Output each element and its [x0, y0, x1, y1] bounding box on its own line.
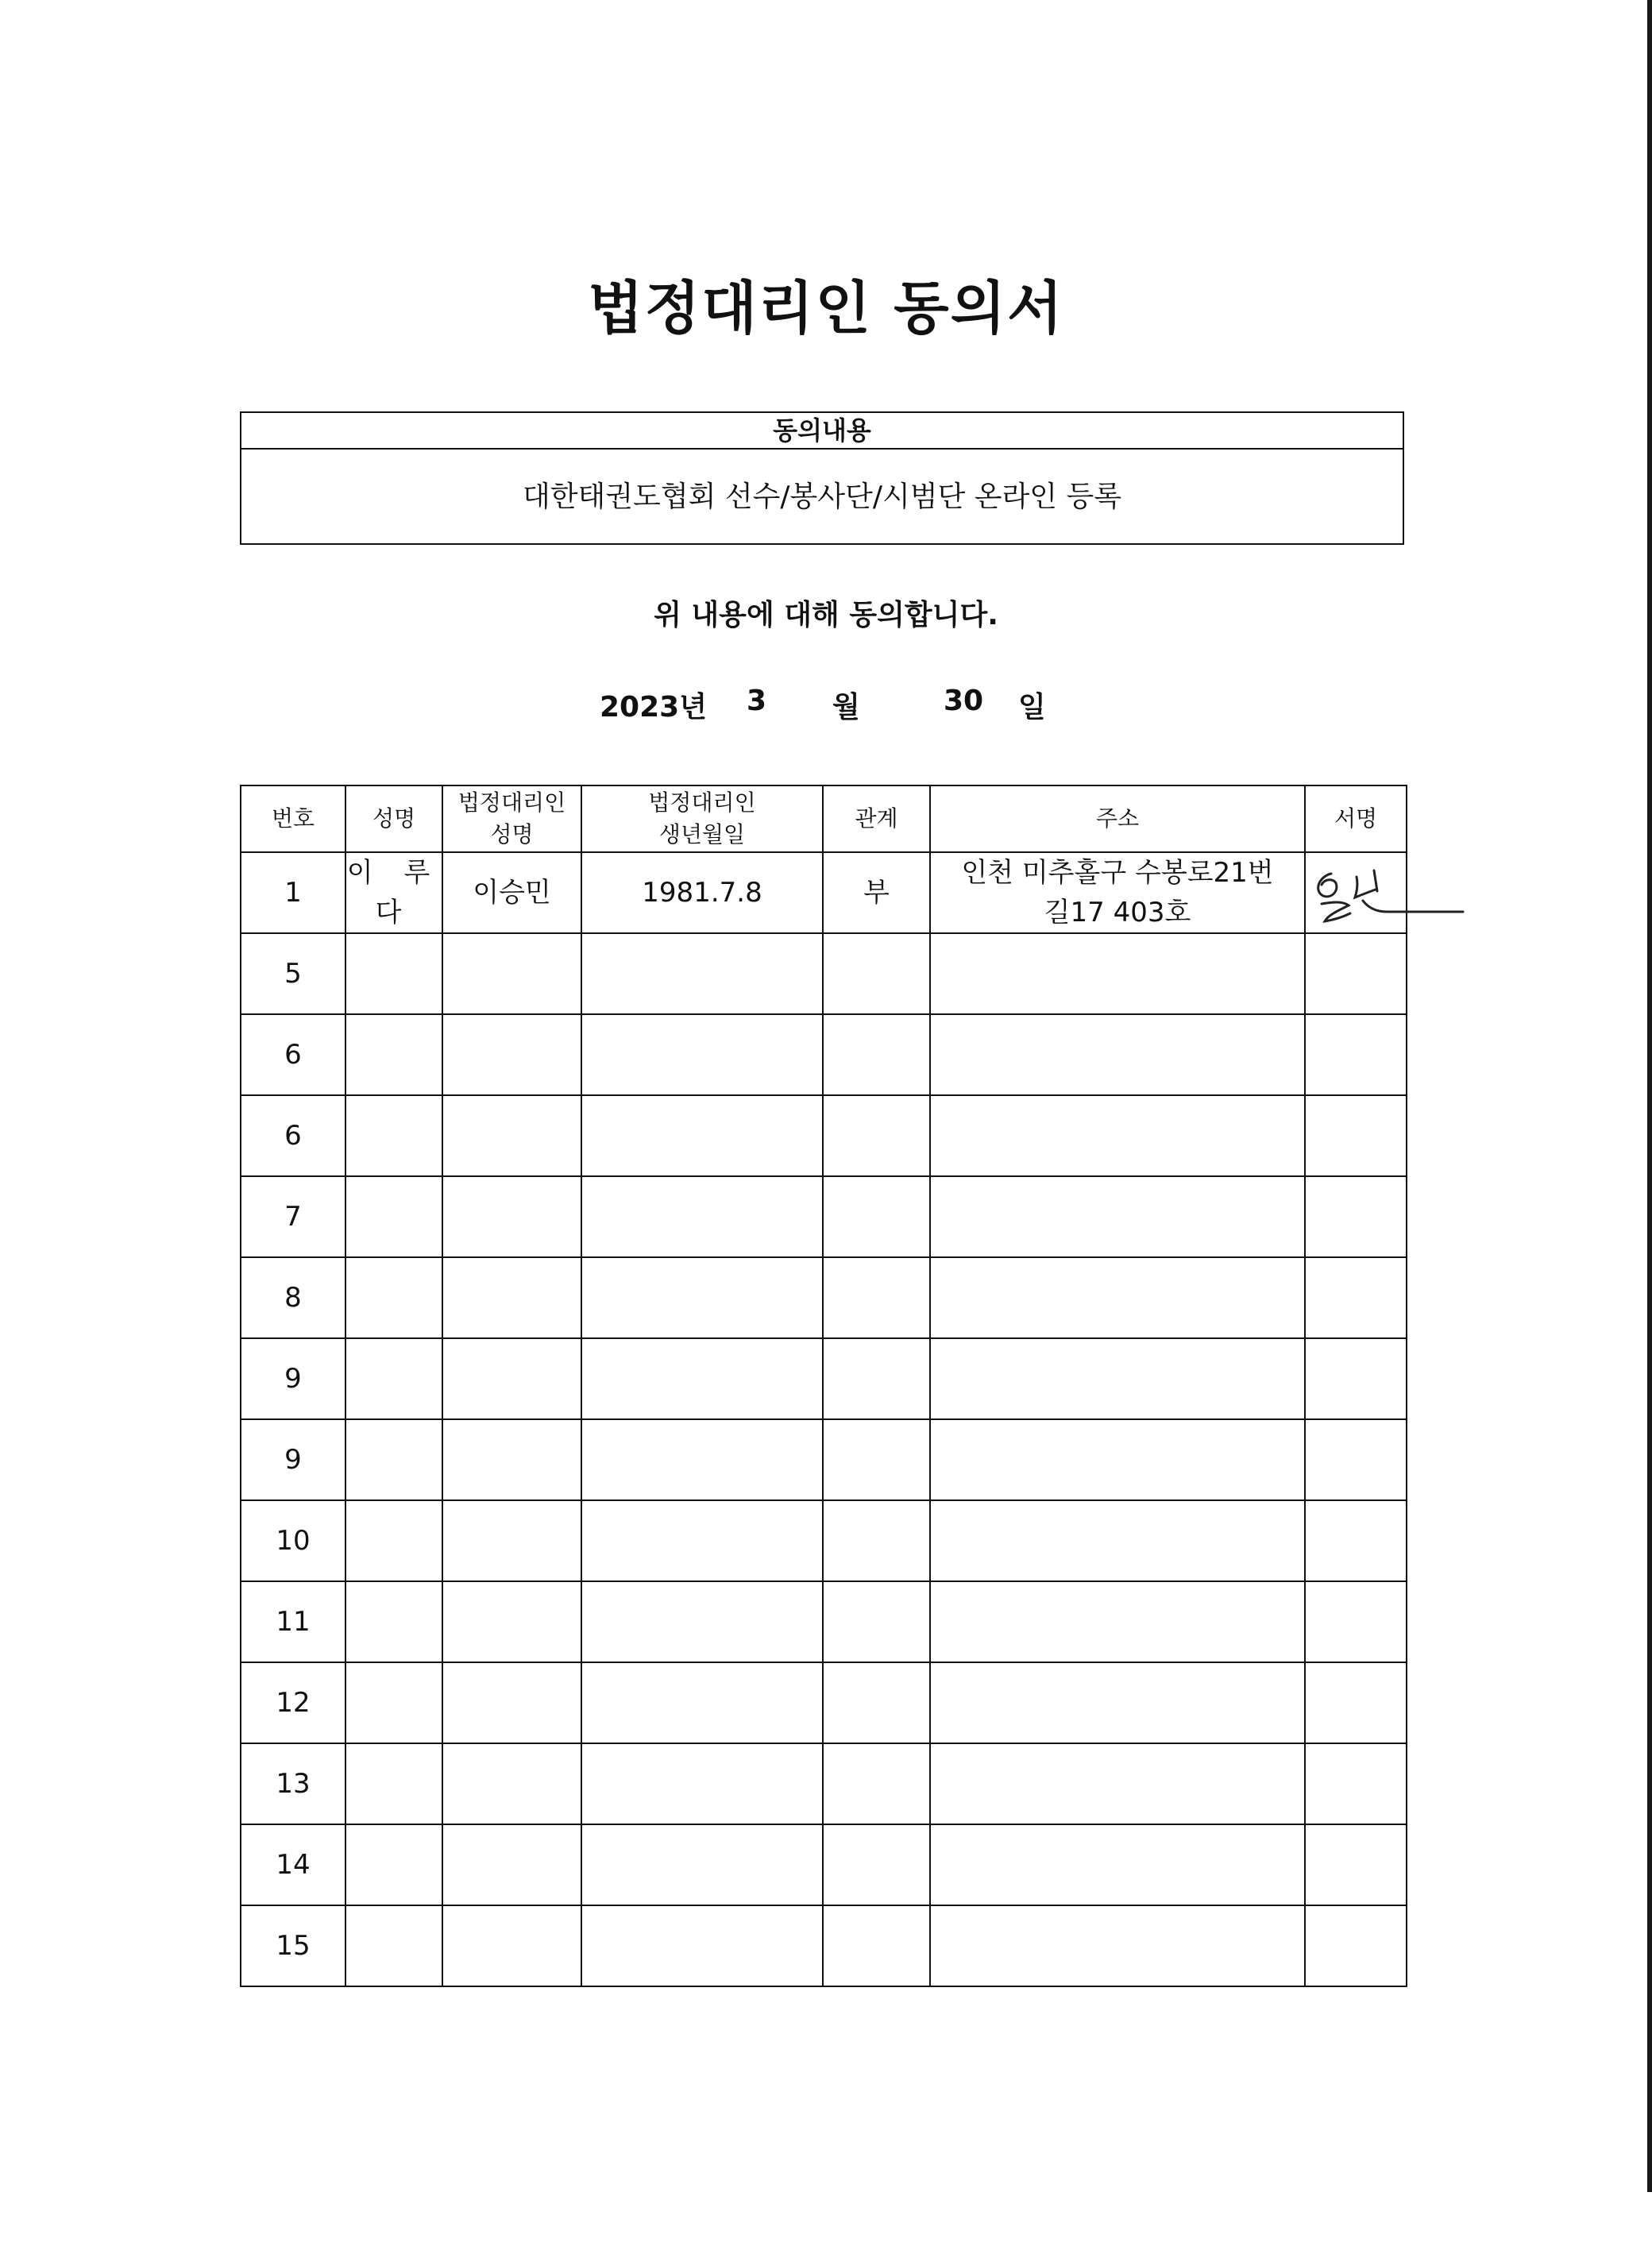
cell-guardian-birth: 1981.7.8 [581, 852, 823, 933]
table-row [241, 1662, 1407, 1743]
page-title: 법정대리인 동의서 [588, 275, 1064, 342]
header-guardian-name: 법정대리인 성명 [442, 785, 581, 852]
header-no: 번호 [241, 785, 345, 852]
date-month: 3 [747, 685, 767, 717]
header-relation: 관계 [823, 785, 930, 852]
cell-no: 1 [241, 852, 345, 933]
cell-no: 15 [241, 1905, 345, 1986]
cell-address: 인천 미추홀구 수봉로21번 길17 403호 [930, 852, 1305, 933]
cell-no: 9 [241, 1338, 345, 1419]
table-row [241, 1500, 1407, 1581]
cell-no: 14 [241, 1824, 345, 1905]
table-row [241, 1824, 1407, 1905]
cell-no: 6 [241, 1014, 345, 1095]
date-day-label: 일 [1018, 691, 1046, 724]
header-guardian-birth: 법정대리인 생년월일 [581, 785, 823, 852]
table-row [241, 1905, 1407, 1986]
table-row [241, 1176, 1407, 1257]
cell-no: 9 [241, 1419, 345, 1500]
cell-no: 11 [241, 1581, 345, 1662]
table-row [241, 1581, 1407, 1662]
cell-no: 13 [241, 1743, 345, 1824]
table-row [241, 852, 1407, 933]
table-row [241, 1419, 1407, 1500]
consent-content: 대한태권도협회 선수/봉사단/시범단 온라인 등록 [522, 481, 1122, 513]
table-row [241, 1257, 1407, 1338]
agreement-statement: 위 내용에 대해 동의합니다. [654, 599, 998, 631]
header-signature: 서명 [1305, 785, 1407, 852]
cell-name: 이 루 다 [345, 852, 442, 933]
date-month-label: 월 [832, 691, 860, 724]
cell-relation: 부 [823, 852, 930, 933]
guardian-table [240, 785, 1407, 1987]
consent-box [240, 411, 1404, 545]
cell-no: 6 [241, 1095, 345, 1176]
cell-signature [1305, 852, 1407, 933]
table-row [241, 933, 1407, 1014]
cell-no: 10 [241, 1500, 345, 1581]
consent-header: 동의내용 [241, 413, 1403, 450]
table-header-row [241, 785, 1407, 852]
table-row [241, 1338, 1407, 1419]
table-row [241, 1743, 1407, 1824]
cell-no: 5 [241, 933, 345, 1014]
date-year: 2023년 [600, 691, 707, 724]
cell-no: 8 [241, 1257, 345, 1338]
table-row [241, 1014, 1407, 1095]
cell-guardian-name: 이승민 [442, 852, 581, 933]
cell-no: 12 [241, 1662, 345, 1743]
date-day: 30 [944, 685, 984, 717]
table-row [241, 1095, 1407, 1176]
header-address: 주소 [930, 785, 1305, 852]
handwritten-signature [1307, 856, 1466, 928]
header-name: 성명 [345, 785, 442, 852]
cell-no: 7 [241, 1176, 345, 1257]
